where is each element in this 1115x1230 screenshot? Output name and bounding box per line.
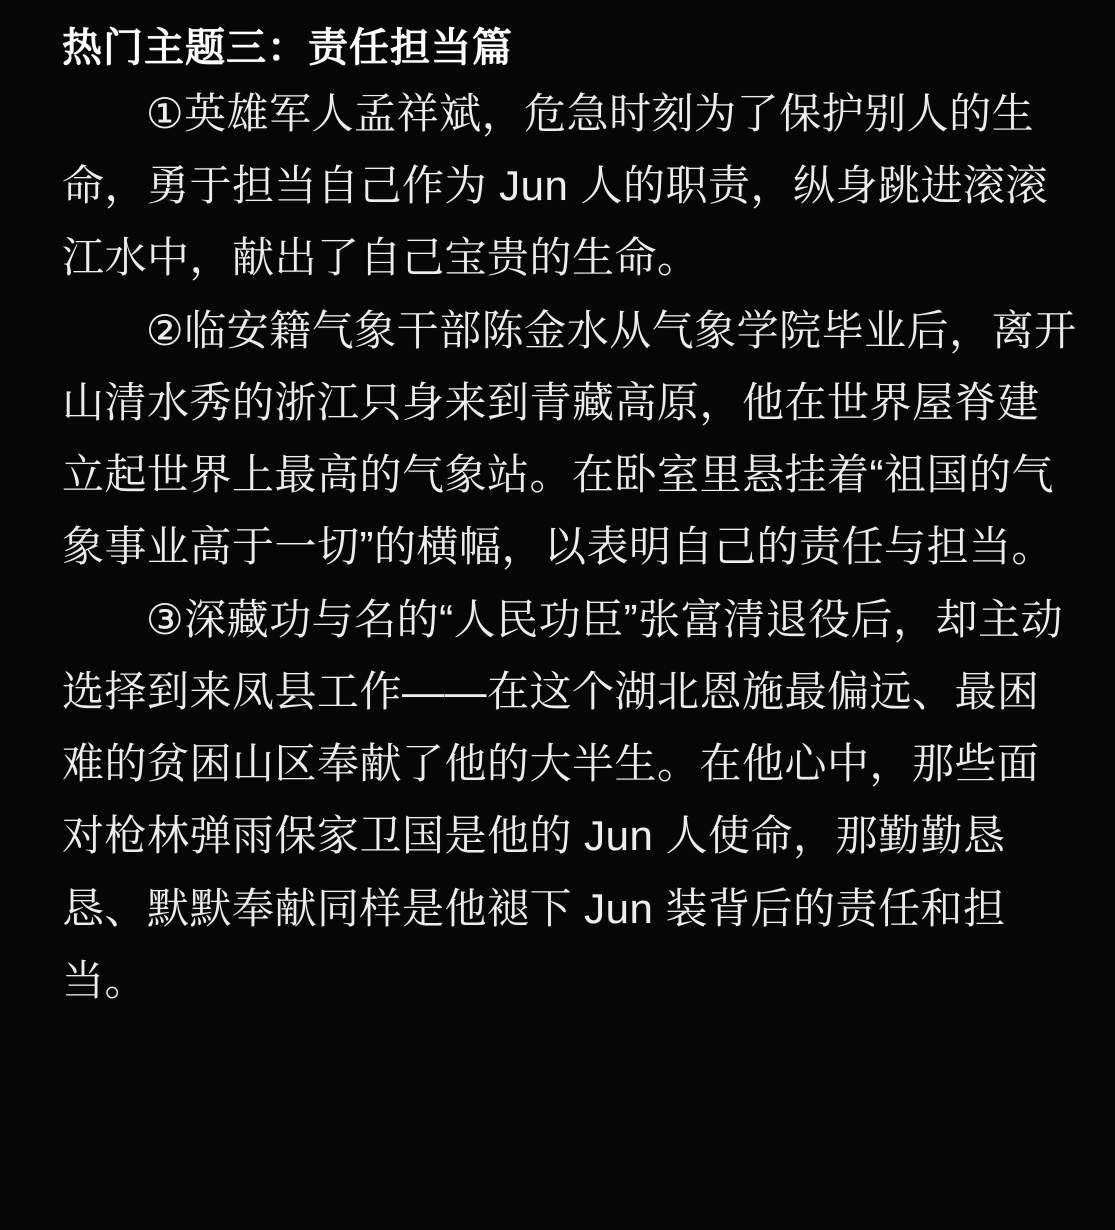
paragraph-3: ③深藏功与名的“人民功臣”张富清退役后，却主动选择到来凤县工作——在这个湖北恩施最偏远、最困难的贫困山区奉献了他的大半生。在他心中，那些面对枪林弹雨保家卫国是他的 Jun 人使命，那勤勤恳恳、默默奉献同样是他褪下 Jun 装背后的责任和担当。 <box>62 595 1064 1004</box>
paragraph-2: ②临安籍气象干部陈金水从气象学院毕业后，离开山清水秀的浙江只身来到青藏高原，他在世界屋脊建立起世界上最高的气象站。在卧室里悬挂着“祖国的气象事业高于一切”的横幅，以表明自己的责任与担当。 <box>62 306 1077 571</box>
page-title: 热门主题三：责任担当篇 <box>62 26 513 70</box>
document-body <box>62 78 1081 1017</box>
paragraph-1: ①英雄军人孟祥斌，危急时刻为了保护别人的生命，勇于担当自己作为 Jun 人的职责，纵身跳进滚滚江水中，献出了自己宝贵的生命。 <box>62 90 1049 282</box>
